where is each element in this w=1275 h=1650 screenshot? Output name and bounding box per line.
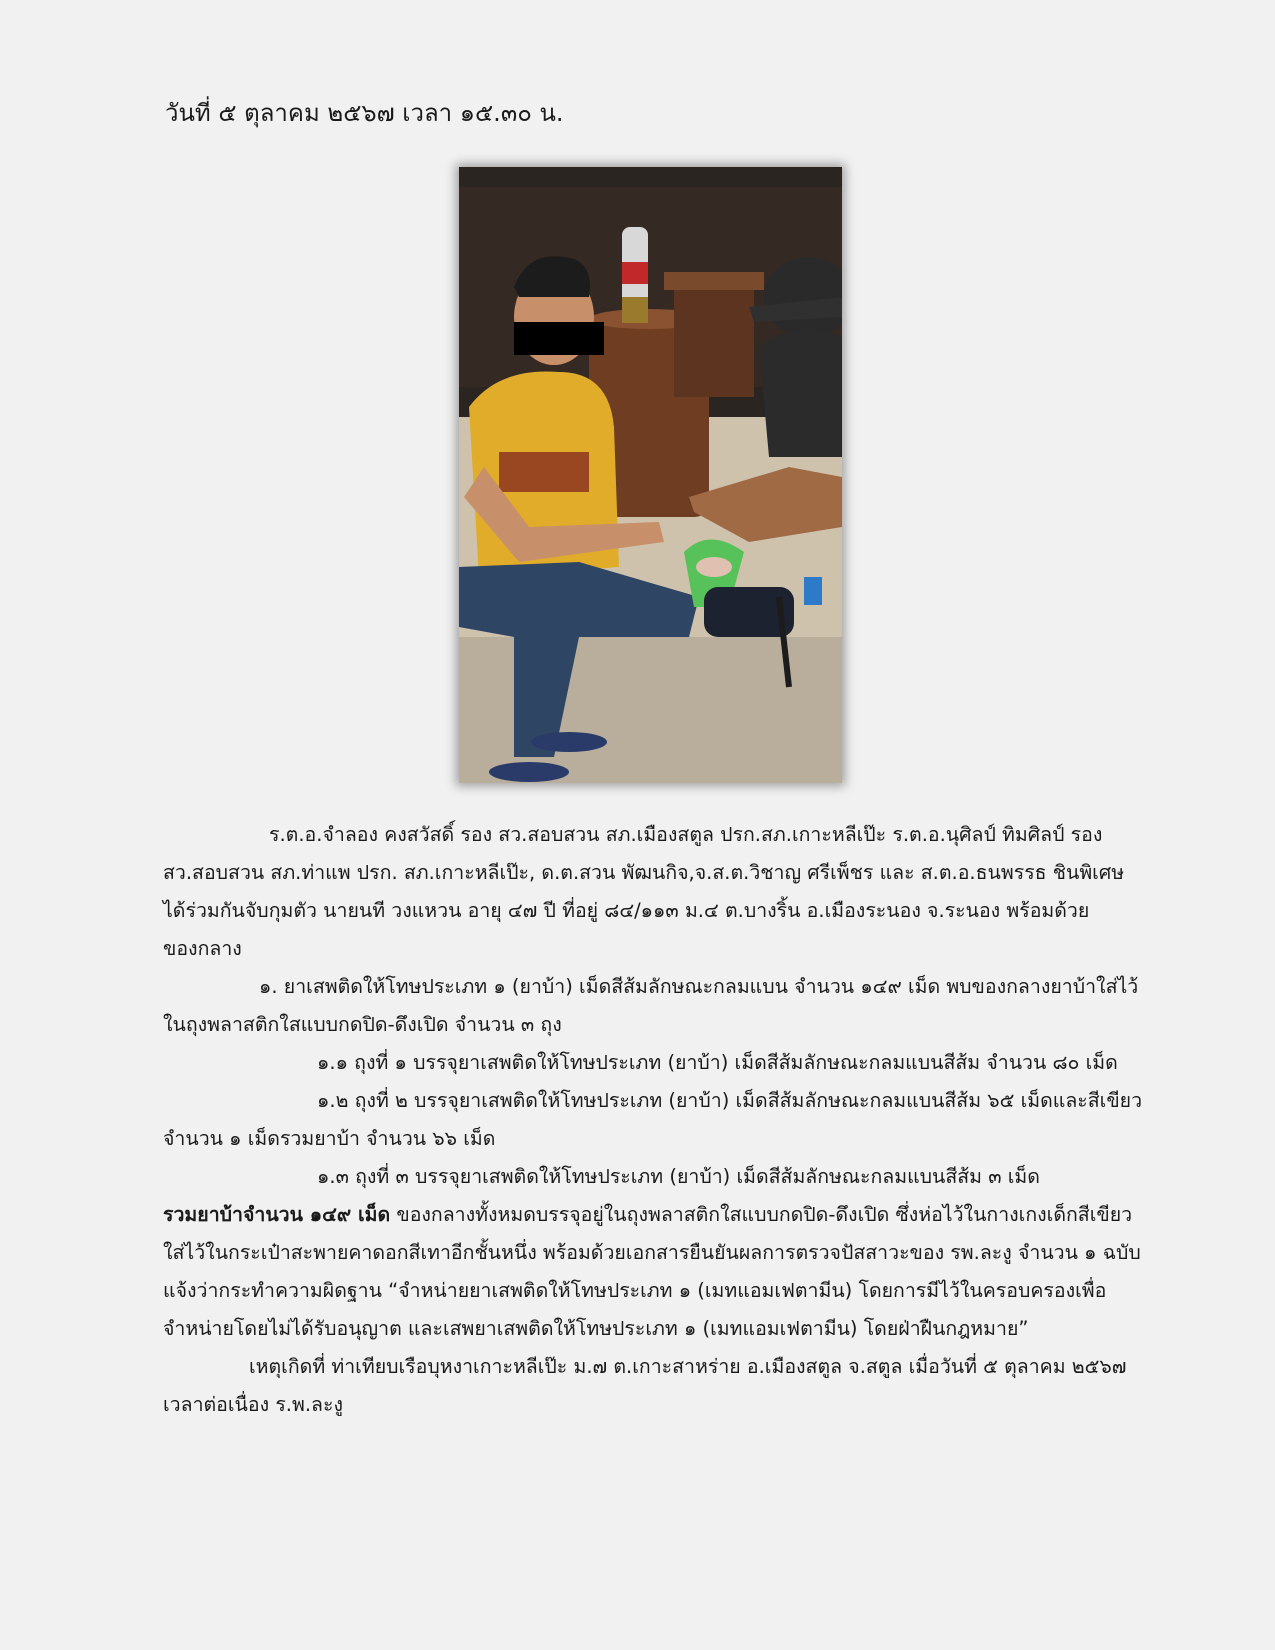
report-line: ๑.๑ ถุงที่ ๑ บรรจุยาเสพติดให้โทษประเภท (ยาบ้า) เม็ดสีส้มลักษณะกลมแบนสีส้ม จำนวน ๘๐ เม็ด [317,1051,1118,1074]
report-line: ๑.๒ ถุงที่ ๒ บรรจุยาเสพติดให้โทษประเภท (ยาบ้า) เม็ดสีส้มลักษณะกลมแบนสีส้ม ๖๕ เม็ดและสีเขียว [317,1089,1143,1112]
report-line: เวลาต่อเนื่อง ร.พ.ละงู [163,1393,343,1416]
report-line: ๑. ยาเสพติดให้โทษประเภท ๑ (ยาบ้า) เม็ดสีส้มลักษณะกลมแบน จำนวน ๑๔๙ เม็ด พบของกลางยาบ้าใส่ไว้ [259,975,1139,998]
report-line: ใส่ไว้ในกระเป๋าสะพายคาดอกสีเทาอีกชั้นหนึ่ง พร้อมด้วยเอกสารยืนยันผลการตรวจปัสสาวะของ รพ.ละงู จำนวน ๑ ฉบับ [163,1241,1141,1264]
report-line: ได้ร่วมกันจับกุมตัว นายนที วงแหวน อายุ ๔๗ ปี ที่อยู่ ๘๔/๑๑๓ ม.๔ ต.บางริ้น อ.เมืองระนอง จ.ระนอง พร้อมด้วย [163,899,1090,922]
report-line: แจ้งว่ากระทำความผิดฐาน “จำหน่ายยาเสพติดให้โทษประเภท ๑ (เมทแอมเฟตามีน) โดยการมีไว้ในครอบครองเพื่อ [163,1279,1107,1302]
summary-text: ของกลางทั้งหมดบรรจุอยู่ในถุงพลาสติกใสแบบกดปิด-ดึงเปิด ซึ่งห่อไว้ในกางเกงเด็กสีเขียว [396,1203,1133,1226]
report-line: ในถุงพลาสติกใสแบบกดปิด-ดึงเปิด จำนวน ๓ ถุง [163,1013,562,1036]
report-line: จำนวน ๑ เม็ดรวมยาบ้า จำนวน ๖๖ เม็ด [163,1127,496,1150]
report-line: จำหน่ายโดยไม่ได้รับอนุญาต และเสพยาเสพติดให้โทษประเภท ๑ (เมทแอมเฟตามีน) โดยฝ่าฝืนกฎหมาย” [163,1317,1029,1340]
report-line: ของกลาง [163,937,242,960]
report-line: สว.สอบสวน สภ.ท่าแพ ปรก. สภ.เกาะหลีเป๊ะ, ด.ต.สวน พัฒนกิจ,จ.ส.ต.วิชาญ ศรีเพ็ชร และ ส.ต.อ.ธนพรรธ ชินพิเศษ [163,861,1125,884]
report-line: ๑.๓ ถุงที่ ๓ บรรจุยาเสพติดให้โทษประเภท (ยาบ้า) เม็ดสีส้มลักษณะกลมแบนสีส้ม ๓ เม็ด [317,1165,1040,1188]
summary-bold: รวมยาบ้าจำนวน ๑๔๙ เม็ด [163,1203,391,1226]
report-line: ร.ต.อ.จำลอง คงสวัสดิ์ รอง สว.สอบสวน สภ.เมืองสตูล ปรก.สภ.เกาะหลีเป๊ะ ร.ต.อ.นุศิลป์ ทิมศิลป์ รอง [269,823,1103,846]
report-line-summary [163,1200,1132,1230]
report-line: เหตุเกิดที่ ท่าเทียบเรือบุหงาเกาะหลีเป๊ะ ม.๗ ต.เกาะสาหร่าย อ.เมืองสตูล จ.สตูล เมื่อวันที่ ๕ ตุลาคม ๒๕๖๗ [249,1355,1127,1378]
evidence-photo [459,167,842,783]
photo-illustration [459,167,842,783]
date-line: วันที่ ๕ ตุลาคม ๒๕๖๗ เวลา ๑๕.๓๐ น. [165,99,564,127]
